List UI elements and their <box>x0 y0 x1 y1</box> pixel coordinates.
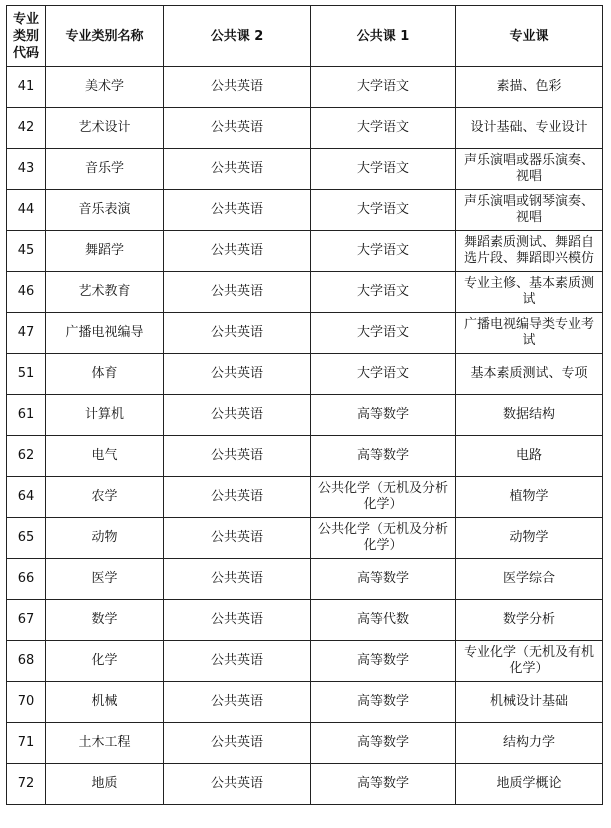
table-header <box>7 6 603 67</box>
cell-category-code: 46 <box>7 272 46 313</box>
exam-subjects-sheet <box>6 5 603 805</box>
table-row <box>7 559 603 600</box>
header-row <box>7 6 603 67</box>
cell-category-name: 体育 <box>46 354 164 395</box>
cell-category-name: 电气 <box>46 436 164 477</box>
table-row <box>7 477 603 518</box>
cell-public-course-2: 公共英语 <box>164 190 311 231</box>
table-row <box>7 313 603 354</box>
cell-category-name: 动物 <box>46 518 164 559</box>
cell-category-code: 42 <box>7 108 46 149</box>
cell-public-course-2: 公共英语 <box>164 395 311 436</box>
cell-public-course-1: 大学语文 <box>311 149 456 190</box>
cell-category-name: 化学 <box>46 641 164 682</box>
cell-major-course: 声乐演唱或器乐演奏、视唱 <box>456 149 603 190</box>
cell-category-code: 41 <box>7 67 46 108</box>
cell-category-code: 62 <box>7 436 46 477</box>
table-row <box>7 190 603 231</box>
cell-public-course-2: 公共英语 <box>164 641 311 682</box>
table-row <box>7 764 603 805</box>
table-row <box>7 108 603 149</box>
cell-major-course: 舞蹈素质测试、舞蹈自选片段、舞蹈即兴模仿 <box>456 231 603 272</box>
cell-public-course-2: 公共英语 <box>164 518 311 559</box>
table-row <box>7 231 603 272</box>
cell-public-course-1: 大学语文 <box>311 354 456 395</box>
cell-major-course: 电路 <box>456 436 603 477</box>
cell-public-course-1: 高等数学 <box>311 436 456 477</box>
cell-major-course: 声乐演唱或钢琴演奏、视唱 <box>456 190 603 231</box>
cell-category-code: 43 <box>7 149 46 190</box>
exam-subjects-table <box>6 5 603 805</box>
header-category-code: 专业 类别 代码 <box>7 6 46 67</box>
cell-public-course-2: 公共英语 <box>164 436 311 477</box>
cell-category-code: 72 <box>7 764 46 805</box>
cell-major-course: 专业主修、基本素质测试 <box>456 272 603 313</box>
cell-category-name: 农学 <box>46 477 164 518</box>
cell-category-name: 音乐学 <box>46 149 164 190</box>
table-body <box>7 67 603 805</box>
cell-category-name: 土木工程 <box>46 723 164 764</box>
cell-category-name: 艺术设计 <box>46 108 164 149</box>
cell-category-name: 广播电视编导 <box>46 313 164 354</box>
cell-major-course: 结构力学 <box>456 723 603 764</box>
cell-public-course-2: 公共英语 <box>164 559 311 600</box>
cell-public-course-2: 公共英语 <box>164 108 311 149</box>
table-row <box>7 272 603 313</box>
cell-category-code: 70 <box>7 682 46 723</box>
cell-category-code: 45 <box>7 231 46 272</box>
cell-category-code: 61 <box>7 395 46 436</box>
table-row <box>7 149 603 190</box>
cell-major-course: 机械设计基础 <box>456 682 603 723</box>
cell-major-course: 广播电视编导类专业考试 <box>456 313 603 354</box>
cell-major-course: 基本素质测试、专项 <box>456 354 603 395</box>
table-row <box>7 723 603 764</box>
cell-public-course-2: 公共英语 <box>164 600 311 641</box>
header-major-course: 专业课 <box>456 6 603 67</box>
header-public-course-1: 公共课 1 <box>311 6 456 67</box>
cell-public-course-2: 公共英语 <box>164 354 311 395</box>
cell-category-name: 医学 <box>46 559 164 600</box>
cell-public-course-1: 高等数学 <box>311 395 456 436</box>
cell-public-course-1: 大学语文 <box>311 272 456 313</box>
cell-category-name: 地质 <box>46 764 164 805</box>
table-row <box>7 518 603 559</box>
cell-public-course-2: 公共英语 <box>164 682 311 723</box>
cell-public-course-2: 公共英语 <box>164 313 311 354</box>
table-row <box>7 641 603 682</box>
cell-public-course-1: 大学语文 <box>311 67 456 108</box>
cell-major-course: 数据结构 <box>456 395 603 436</box>
table-row <box>7 682 603 723</box>
cell-public-course-1: 高等代数 <box>311 600 456 641</box>
cell-public-course-1: 大学语文 <box>311 313 456 354</box>
cell-category-code: 67 <box>7 600 46 641</box>
cell-major-course: 专业化学（无机及有机化学） <box>456 641 603 682</box>
cell-public-course-2: 公共英语 <box>164 723 311 764</box>
cell-major-course: 动物学 <box>456 518 603 559</box>
cell-public-course-1: 大学语文 <box>311 231 456 272</box>
cell-major-course: 数学分析 <box>456 600 603 641</box>
cell-public-course-1: 高等数学 <box>311 723 456 764</box>
cell-public-course-1: 高等数学 <box>311 559 456 600</box>
table-row <box>7 354 603 395</box>
table-row <box>7 436 603 477</box>
cell-public-course-1: 公共化学（无机及分析化学） <box>311 518 456 559</box>
cell-category-code: 71 <box>7 723 46 764</box>
cell-category-name: 艺术教育 <box>46 272 164 313</box>
table-row <box>7 395 603 436</box>
cell-public-course-2: 公共英语 <box>164 149 311 190</box>
cell-category-name: 机械 <box>46 682 164 723</box>
cell-category-code: 47 <box>7 313 46 354</box>
cell-major-course: 植物学 <box>456 477 603 518</box>
cell-major-course: 地质学概论 <box>456 764 603 805</box>
table-row <box>7 600 603 641</box>
cell-public-course-1: 高等数学 <box>311 764 456 805</box>
cell-category-code: 51 <box>7 354 46 395</box>
cell-major-course: 医学综合 <box>456 559 603 600</box>
cell-category-name: 舞蹈学 <box>46 231 164 272</box>
table-row <box>7 67 603 108</box>
header-public-course-2: 公共课 2 <box>164 6 311 67</box>
cell-category-code: 68 <box>7 641 46 682</box>
cell-public-course-2: 公共英语 <box>164 764 311 805</box>
cell-public-course-2: 公共英语 <box>164 231 311 272</box>
cell-public-course-2: 公共英语 <box>164 272 311 313</box>
cell-category-code: 64 <box>7 477 46 518</box>
cell-public-course-1: 大学语文 <box>311 190 456 231</box>
cell-public-course-1: 高等数学 <box>311 641 456 682</box>
cell-category-code: 44 <box>7 190 46 231</box>
cell-category-code: 65 <box>7 518 46 559</box>
cell-public-course-2: 公共英语 <box>164 477 311 518</box>
cell-category-name: 数学 <box>46 600 164 641</box>
cell-major-course: 素描、色彩 <box>456 67 603 108</box>
header-category-name: 专业类别名称 <box>46 6 164 67</box>
cell-category-name: 美术学 <box>46 67 164 108</box>
cell-public-course-1: 公共化学（无机及分析化学） <box>311 477 456 518</box>
cell-public-course-1: 高等数学 <box>311 682 456 723</box>
cell-category-name: 计算机 <box>46 395 164 436</box>
cell-category-name: 音乐表演 <box>46 190 164 231</box>
cell-major-course: 设计基础、专业设计 <box>456 108 603 149</box>
cell-category-code: 66 <box>7 559 46 600</box>
cell-public-course-2: 公共英语 <box>164 67 311 108</box>
cell-public-course-1: 大学语文 <box>311 108 456 149</box>
